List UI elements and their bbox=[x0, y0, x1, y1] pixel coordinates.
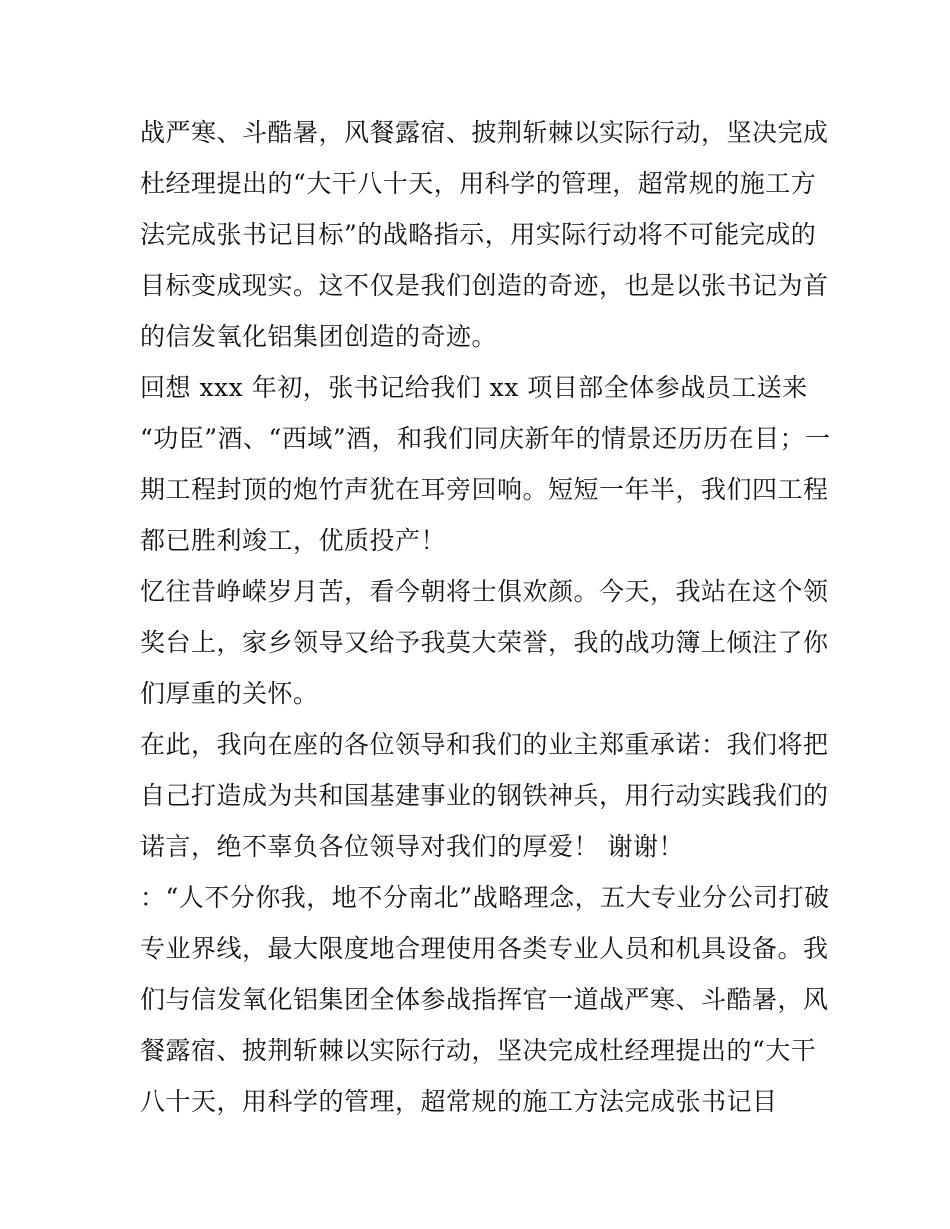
text-line: 忆往昔峥嵘岁月苦，看今朝将士俱欢颜。今天，我站在这个领 bbox=[140, 577, 829, 606]
text-line: 自己打造成为共和国基建事业的钢铁神兵，用行动实践我们的 bbox=[140, 781, 829, 810]
text-line: 回想 xxx 年初，张书记给我们 xx 项目部全体参战员工送来 bbox=[140, 373, 808, 402]
text-line: 期工程封顶的炮竹声犹在耳旁回响。短短一年半，我们四工程 bbox=[140, 475, 829, 504]
text-line: 战严寒、斗酷暑，风餐露宿、披荆斩棘以实际行动，坚决完成 bbox=[140, 118, 829, 147]
text-line: 专业界线，最大限度地合理使用各类专业人员和机具设备。我 bbox=[140, 934, 829, 963]
text-line: 杜经理提出的“大干八十天，用科学的管理，超常规的施工方 bbox=[140, 169, 817, 198]
text-line: “功臣”酒、“西域”酒，和我们同庆新年的情景还历历在目；一 bbox=[140, 424, 831, 453]
text-line: 目标变成现实。这不仅是我们创造的奇迹，也是以张书记为首 bbox=[140, 271, 829, 300]
text-line: 八十天，用科学的管理，超常规的施工方法完成张书记目 bbox=[140, 1087, 778, 1116]
text-line: 在此，我向在座的各位领导和我们的业主郑重承诺：我们将把 bbox=[140, 730, 829, 759]
text-line: 奖台上，家乡领导又给予我莫大荣誉，我的战功簿上倾注了你 bbox=[140, 628, 829, 657]
text-line: 们厚重的关怀。 bbox=[140, 679, 319, 708]
text-line: 都已胜利竣工，优质投产！ bbox=[140, 526, 447, 555]
text-line: 们与信发氧化铝集团全体参战指挥官一道战严寒、斗酷暑，风 bbox=[140, 985, 829, 1014]
text-line: 法完成张书记目标”的战略指示，用实际行动将不可能完成的 bbox=[140, 220, 817, 249]
document-body bbox=[140, 107, 831, 1127]
text-line: ：“人不分你我，地不分南北”战略理念，五大专业分公司打破 bbox=[140, 883, 830, 912]
text-line: 的信发氧化铝集团创造的奇迹。 bbox=[140, 322, 498, 351]
text-line: 诺言，绝不辜负各位领导对我们的厚爱！ 谢谢！ bbox=[140, 832, 684, 861]
text-line: 餐露宿、披荆斩棘以实际行动，坚决完成杜经理提出的“大干 bbox=[140, 1036, 817, 1065]
